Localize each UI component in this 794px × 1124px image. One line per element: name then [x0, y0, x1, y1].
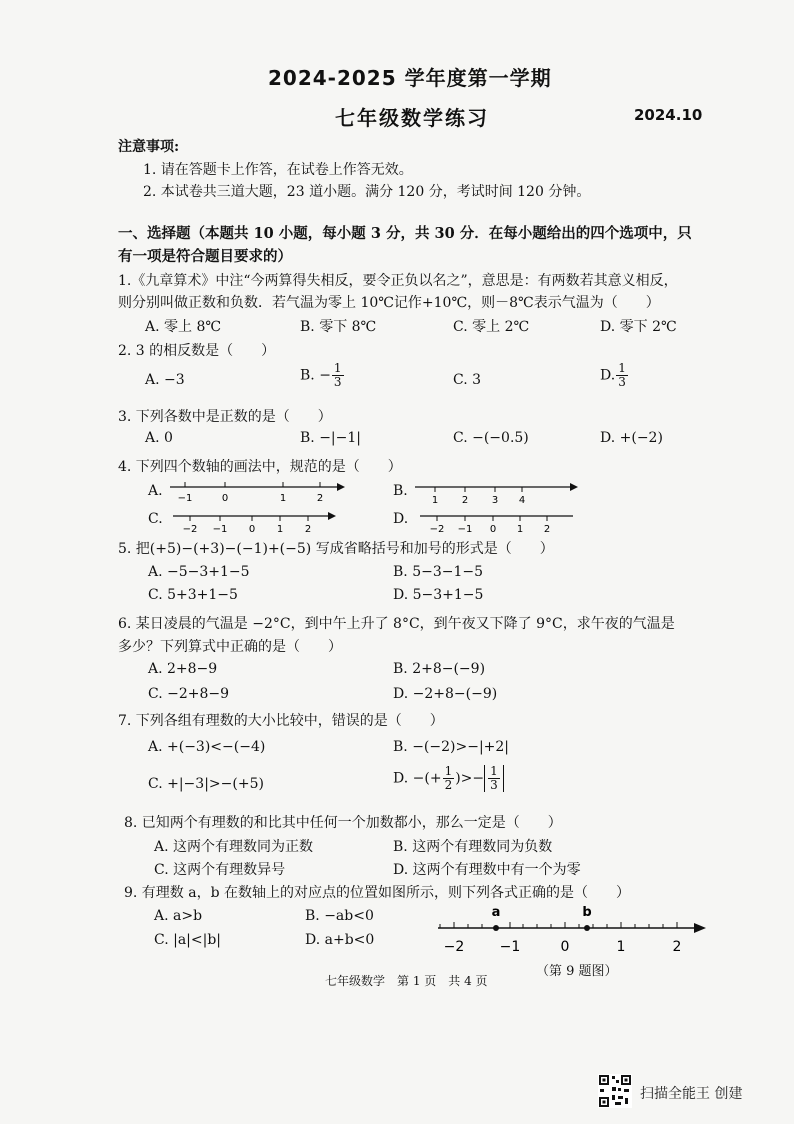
q9-number-line: [432, 900, 712, 960]
tick-label: 2: [461, 495, 469, 506]
tick-label: −1: [499, 939, 521, 955]
q7-option-a: A. +(−3)<−(−4): [148, 739, 266, 755]
q9-option-a: A. a>b: [154, 908, 203, 924]
q9-stem: 9. 有理数 a，b 在数轴上的对应点的位置如图所示，则下列各式正确的是（ ）: [124, 885, 631, 901]
q1-stem-line1: 1.《九章算术》中注“今两算得失相反，要令正负以名之”，意思是：有两数若其意义相反，: [118, 273, 678, 289]
tick-label: −2: [429, 524, 445, 535]
tick-label: 3: [491, 495, 499, 506]
axis-arrow: [570, 483, 578, 491]
q2-option-d: D. $\frac{1}{3}$: [600, 361, 626, 389]
q5-stem: 5. 把(+5)−(+3)−(−1)+(−5) 写成省略括号和加号的形式是（ ）: [118, 541, 554, 557]
q3-option-d: D. +(−2): [600, 430, 663, 446]
q5-option-c: C. 5+3+1−5: [148, 587, 238, 603]
fraction: $\frac{1}{3}$: [618, 361, 626, 389]
tick-label: 4: [518, 495, 526, 506]
q7-option-b: B. −(−2)>−|+2|: [393, 739, 510, 755]
q7-option-d: D. −(+ $\frac{1}{2}$ )>− $\frac{1}{3}$: [393, 765, 504, 792]
exam-title: 2024-2025 学年度第一学期: [268, 66, 552, 90]
note-item-1: 1. 请在答题卡上作答，在试卷上作答无效。: [143, 162, 413, 178]
tick-label: 2: [543, 524, 551, 535]
q7-stem: 7. 下列各组有理数的大小比较中，错误的是（ ）: [118, 713, 444, 729]
section-heading-line1: 一、选择题（本题共 10 小题，每小题 3 分，共 30 分．在每小题给出的四个选项中，只: [118, 225, 692, 242]
fraction: $\frac{1}{3}$: [333, 361, 342, 389]
q2-option-a: A. −3: [145, 372, 185, 388]
q4-stem: 4. 下列四个数轴的画法中，规范的是（ ）: [118, 459, 402, 475]
q9-figure-caption: （第 9 题图）: [536, 964, 618, 979]
point-a-marker: [493, 925, 499, 931]
axis-arrow: [694, 923, 706, 933]
tick-label: 1: [276, 524, 284, 535]
tick-label: −1: [212, 524, 228, 535]
axis-arrow: [328, 512, 336, 520]
q9-option-d: D. a+b<0: [305, 932, 375, 948]
q4-axis-b: [410, 478, 580, 508]
q2-option-b: B. − $\frac{1}{3}$: [300, 361, 342, 389]
q5-option-b: B. 5−3−1−5: [393, 564, 484, 580]
q3-stem: 3. 下列各数中是正数的是（ ）: [118, 409, 332, 425]
tick-label: 1: [516, 524, 524, 535]
q4-label-d: D.: [393, 511, 409, 527]
tick-label: −1: [177, 493, 193, 504]
q2-stem: 2. 3 的相反数是（ ）: [118, 343, 276, 359]
q1-option-d: D. 零下 2℃: [600, 319, 677, 335]
tick-label: 0: [560, 939, 570, 955]
q4-label-a: A.: [148, 483, 163, 499]
q4-axis-c: [170, 507, 345, 537]
q4-label-c: C.: [148, 511, 163, 527]
tick-label: 2: [304, 524, 312, 535]
q8-option-b: B. 这两个有理数同为负数: [393, 839, 553, 855]
axis-arrow: [337, 483, 345, 491]
q3-option-c: C. −(−0.5): [453, 430, 529, 446]
q7-option-c: C. +|−3|>−(+5): [148, 776, 264, 792]
q8-option-a: A. 这两个有理数同为正数: [154, 839, 314, 855]
tick-label: 0: [221, 493, 229, 504]
q6-option-a: A. 2+8−9: [148, 661, 218, 677]
q8-stem: 8. 已知两个有理数的和比其中任何一个加数都小，那么一定是（ ）: [124, 815, 562, 831]
q1-stem-line2: 则分别叫做正数和负数．若气温为零上 10℃记作+10℃，则－8℃表示气温为（ ）: [118, 295, 660, 311]
q1-option-c: C. 零上 2℃: [453, 319, 530, 335]
section-heading-line2: 有一项是符合题目要求的）: [118, 248, 292, 265]
exam-subtitle: 七年级数学练习: [335, 106, 489, 130]
q4-label-b: B.: [393, 483, 408, 499]
tick-label: −1: [457, 524, 473, 535]
q6-option-d: D. −2+8−(−9): [393, 686, 498, 702]
point-b-label: b: [582, 905, 592, 920]
q6-option-b: B. 2+8−(−9): [393, 661, 486, 677]
q3-option-a: A. 0: [145, 430, 173, 446]
exam-date: 2024.10: [634, 106, 703, 124]
tick-label: 1: [616, 939, 626, 955]
q3-option-b: B. −|−1|: [300, 430, 361, 446]
fraction: $\frac{1}{3}$: [490, 764, 498, 792]
q5-option-d: D. 5−3+1−5: [393, 587, 484, 603]
q8-option-d: D. 这两个有理数中有一个为零: [393, 862, 581, 878]
absolute-value-bars: [484, 765, 504, 792]
tick-label: −2: [443, 939, 465, 955]
q5-option-a: A. −5−3+1−5: [148, 564, 250, 580]
q6-option-c: C. −2+8−9: [148, 686, 230, 702]
note-item-2: 2. 本试卷共三道大题，23 道小题。满分 120 分，考试时间 120 分钟。: [143, 184, 591, 200]
point-a-label: a: [491, 905, 501, 920]
q9-option-b: B. −ab<0: [305, 908, 374, 924]
fraction: $\frac{1}{2}$: [444, 764, 453, 792]
tick-label: 1: [431, 495, 439, 506]
scanner-brand-watermark: 扫描全能王 创建: [640, 1086, 743, 1102]
q6-stem-line2: 多少？下列算式中正确的是（ ）: [118, 639, 342, 655]
q2-option-c: C. 3: [453, 372, 482, 388]
tick-label: 1: [279, 493, 287, 504]
q1-option-a: A. 零上 8℃: [145, 319, 222, 335]
tick-label: 2: [672, 939, 682, 955]
page-footer: 七年级数学 第 1 页 共 4 页: [325, 974, 488, 988]
point-b-marker: [584, 925, 590, 931]
tick-label: −2: [182, 524, 198, 535]
q4-axis-d: [415, 507, 580, 537]
tick-label: 0: [248, 524, 256, 535]
q1-option-b: B. 零下 8℃: [300, 319, 377, 335]
qr-code-icon: [598, 1074, 632, 1108]
q4-axis-a: [165, 478, 345, 508]
q8-option-c: C. 这两个有理数异号: [154, 862, 286, 878]
tick-label: 2: [316, 493, 324, 504]
q6-stem-line1: 6. 某日凌晨的气温是 −2°C，到中午上升了 8°C，到午夜又下降了 9°C，求午夜的气温是: [118, 616, 675, 632]
notes-heading: 注意事项:: [118, 139, 180, 155]
q9-option-c: C. |a|<|b|: [154, 932, 222, 948]
tick-label: 0: [489, 524, 497, 535]
